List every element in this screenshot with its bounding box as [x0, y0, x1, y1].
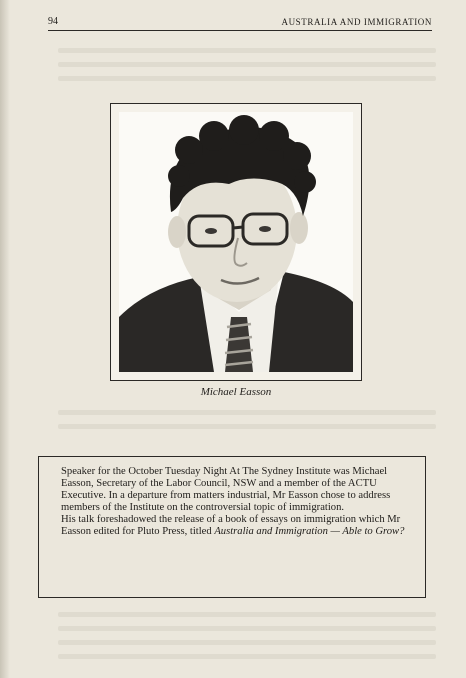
bleed-through-line	[58, 48, 436, 53]
book-title: Australia and Immigration — Able to Grow?	[214, 526, 405, 537]
portrait-illustration	[119, 112, 353, 372]
book-paragraph	[61, 514, 405, 538]
photo-caption: Michael Easson	[200, 386, 272, 398]
bleed-through-line	[58, 626, 436, 631]
bleed-through-line	[58, 424, 436, 429]
bleed-through-line	[58, 410, 436, 415]
book-paragraph-text: His talk foreshadowed the release of a book of essays on immigration which Mr Easson edited for Pluto Press, titled	[61, 514, 401, 537]
bleed-through-line	[58, 640, 436, 645]
portrait-photo	[119, 112, 353, 372]
speaker-info-box	[38, 456, 426, 598]
page-header	[48, 8, 432, 31]
bleed-through-line	[58, 612, 436, 617]
bleed-through-line	[58, 62, 436, 67]
intro-paragraph: Speaker for the October Tuesday Night At The Sydney Institute was Michael Easson, Secretary of the Labor Council, NSW and a member of the ACTU Executive. In a departure from matters industrial, Mr Easson chose to address members of the Institute on the controversial topic of immigration.	[61, 466, 391, 513]
photo-frame	[110, 103, 362, 381]
page-number: 94	[48, 16, 58, 27]
bleed-through-line	[58, 654, 436, 659]
page-edge	[0, 0, 10, 678]
running-head: AUSTRALIA AND IMMIGRATION	[281, 17, 432, 27]
bleed-through-line	[58, 76, 436, 81]
